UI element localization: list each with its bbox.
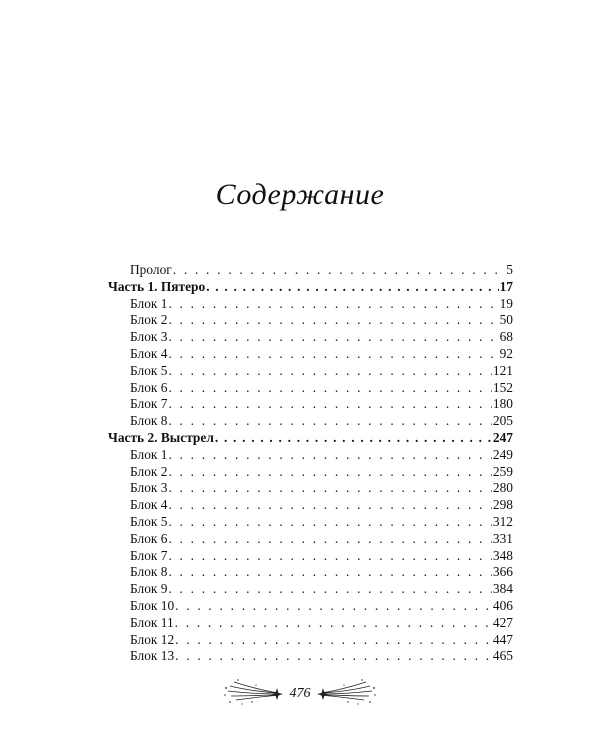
table-of-contents — [108, 262, 513, 665]
toc-entry-label: Блок 2 — [130, 312, 168, 328]
toc-leader-dots — [168, 497, 491, 514]
toc-entry-page: 406 — [492, 597, 513, 613]
toc-entry-label: Блок 5 — [130, 513, 168, 529]
toc-entry — [108, 296, 513, 313]
toc-entry-label: Блок 4 — [130, 345, 168, 361]
page-footer — [0, 676, 600, 716]
toc-leader-dots — [168, 413, 491, 430]
toc-entry-label: Блок 4 — [130, 497, 168, 513]
toc-entry-page: 259 — [492, 463, 513, 479]
toc-leader-dots — [168, 296, 498, 313]
toc-leader-dots — [168, 548, 491, 565]
toc-entry — [108, 480, 513, 497]
toc-leader-dots — [168, 464, 491, 481]
toc-entry — [108, 396, 513, 413]
toc-leader-dots — [168, 396, 491, 413]
toc-leader-dots — [206, 279, 498, 296]
toc-entry-label: Блок 7 — [130, 396, 168, 412]
toc-entry — [108, 632, 513, 649]
toc-entry — [108, 262, 513, 279]
toc-entry-page: 247 — [492, 429, 513, 445]
toc-entry-page: 312 — [492, 513, 513, 529]
toc-entry — [108, 497, 513, 514]
toc-entry-label: Блок 10 — [130, 597, 175, 613]
toc-leader-dots — [173, 262, 506, 279]
toc-entry-page: 348 — [492, 547, 513, 563]
toc-entry-page: 298 — [492, 497, 513, 513]
page-title: Содержание — [215, 178, 385, 211]
toc-leader-dots — [175, 598, 492, 615]
toc-entry — [108, 447, 513, 464]
toc-entry-label: Блок 6 — [130, 530, 168, 546]
toc-entry-page: 5 — [506, 262, 513, 277]
toc-entry-label: Блок 1 — [130, 446, 168, 462]
toc-leader-dots — [168, 531, 491, 548]
toc-entry-label: Блок 1 — [130, 295, 168, 311]
toc-entry-page: 205 — [492, 413, 513, 429]
toc-entry — [108, 548, 513, 565]
toc-entry — [108, 648, 513, 665]
toc-entry-label: Блок 6 — [130, 379, 168, 395]
toc-leader-dots — [168, 447, 491, 464]
toc-leader-dots — [175, 648, 492, 665]
toc-entry-label: Блок 7 — [130, 547, 168, 563]
toc-entry-page: 249 — [492, 446, 513, 462]
toc-leader-dots — [175, 615, 492, 632]
toc-entry — [108, 329, 513, 346]
toc-entry — [108, 564, 513, 581]
toc-entry-label: Пролог — [130, 262, 172, 277]
toc-entry-label: Блок 13 — [130, 648, 175, 664]
toc-entry-label: Часть 1. Пятеро — [108, 278, 206, 294]
toc-entry — [108, 598, 513, 615]
toc-entry-label: Часть 2. Выстрел — [108, 429, 214, 445]
toc-entry-label: Блок 2 — [130, 463, 168, 479]
toc-entry-page: 68 — [499, 329, 513, 345]
toc-entry — [108, 615, 513, 632]
toc-leader-dots — [168, 380, 491, 397]
toc-entry-label: Блок 11 — [130, 614, 174, 630]
toc-entry — [108, 531, 513, 548]
toc-entry-label: Блок 8 — [130, 413, 168, 429]
toc-part-entry — [108, 430, 513, 447]
toc-entry-page: 17 — [499, 278, 513, 294]
toc-leader-dots — [168, 329, 498, 346]
toc-entry-label: Блок 12 — [130, 631, 175, 647]
toc-entry — [108, 514, 513, 531]
toc-entry-page: 180 — [492, 396, 513, 412]
toc-entry — [108, 380, 513, 397]
toc-entry-label: Блок 5 — [130, 362, 168, 378]
toc-entry-page: 384 — [492, 581, 513, 597]
toc-leader-dots — [168, 514, 491, 531]
toc-entry-label: Блок 8 — [130, 564, 168, 580]
toc-leader-dots — [168, 480, 491, 497]
toc-entry-page: 152 — [492, 379, 513, 395]
toc-entry-page: 366 — [492, 564, 513, 580]
toc-entry-page: 427 — [492, 614, 513, 630]
toc-entry — [108, 413, 513, 430]
toc-entry-page: 465 — [492, 648, 513, 664]
toc-entry — [108, 346, 513, 363]
toc-entry-page: 331 — [492, 530, 513, 546]
toc-entry — [108, 581, 513, 598]
toc-leader-dots — [168, 346, 498, 363]
toc-entry-page: 19 — [499, 295, 513, 311]
toc-entry — [108, 464, 513, 481]
toc-leader-dots — [168, 581, 491, 598]
toc-entry-page: 280 — [492, 480, 513, 496]
toc-part-entry — [108, 279, 513, 296]
toc-entry — [108, 312, 513, 329]
toc-entry-page: 447 — [492, 631, 513, 647]
toc-leader-dots — [168, 312, 498, 329]
toc-leader-dots — [168, 363, 491, 380]
toc-leader-dots — [175, 632, 492, 649]
toc-leader-dots — [215, 430, 492, 447]
toc-entry-page: 50 — [499, 312, 513, 328]
toc-entry-label: Блок 3 — [130, 329, 168, 345]
page-number: 476 — [289, 686, 311, 701]
toc-entry-label: Блок 3 — [130, 480, 168, 496]
toc-leader-dots — [168, 564, 491, 581]
toc-entry-label: Блок 9 — [130, 581, 168, 597]
toc-entry-page: 92 — [499, 345, 513, 361]
comet-ornament-icon — [316, 676, 378, 708]
toc-entry-page: 121 — [492, 362, 513, 378]
toc-entry — [108, 363, 513, 380]
